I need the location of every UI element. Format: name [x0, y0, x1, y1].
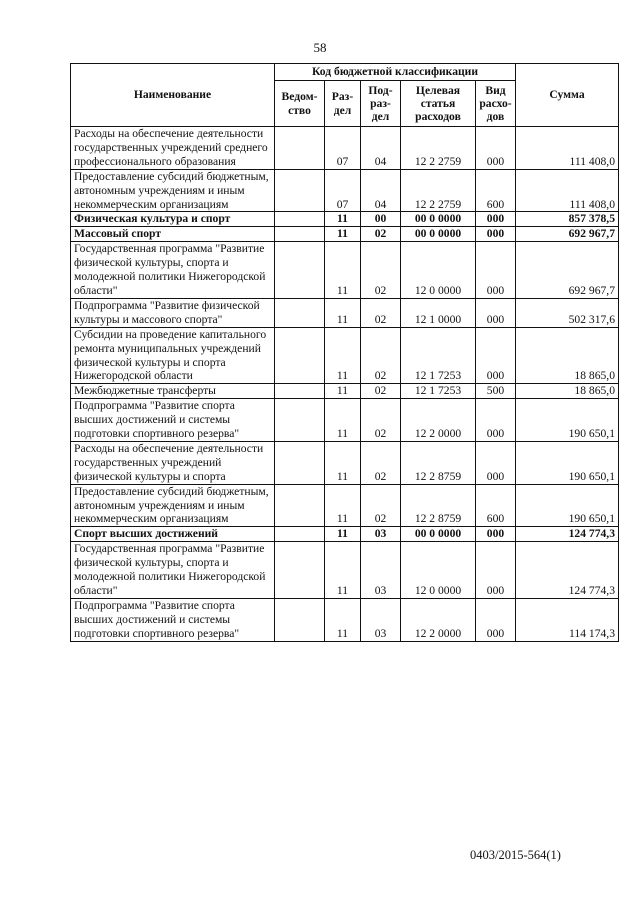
row-sum: 114 174,3	[516, 598, 619, 641]
row-podrazdel: 02	[361, 298, 401, 327]
row-razdel: 11	[325, 399, 361, 442]
table-row	[71, 441, 619, 484]
row-vid: 000	[476, 227, 516, 242]
row-razdel: 07	[325, 127, 361, 170]
table-row	[71, 399, 619, 442]
table-body	[71, 127, 619, 642]
row-celevaya: 12 2 8759	[401, 441, 476, 484]
row-sum: 502 317,6	[516, 298, 619, 327]
header-celevaya: Целевая статья расходов	[401, 81, 476, 127]
row-vid: 000	[476, 542, 516, 599]
row-celevaya: 12 2 0000	[401, 598, 476, 641]
row-name: Предоставление субсидий бюджетным, автономным учреждениям и иным некоммерческим организациям	[71, 484, 275, 527]
row-name: Межбюджетные трансферты	[71, 384, 275, 399]
row-name: Физическая культура и спорт	[71, 212, 275, 227]
row-podrazdel: 02	[361, 441, 401, 484]
header-name: Наименование	[71, 64, 275, 127]
row-vedomstvo	[275, 399, 325, 442]
row-sum: 190 650,1	[516, 484, 619, 527]
row-name: Расходы на обеспечение деятельности государственных учреждений физической культуры и спорта	[71, 441, 275, 484]
row-name: Расходы на обеспечение деятельности государственных учреждений среднего профессионального образования	[71, 127, 275, 170]
table-row	[71, 598, 619, 641]
row-podrazdel: 02	[361, 242, 401, 299]
row-razdel: 11	[325, 242, 361, 299]
row-vid: 000	[476, 298, 516, 327]
row-sum: 857 378,5	[516, 212, 619, 227]
row-vedomstvo	[275, 484, 325, 527]
row-celevaya: 12 1 0000	[401, 298, 476, 327]
row-sum: 124 774,3	[516, 542, 619, 599]
row-vedomstvo	[275, 527, 325, 542]
document-code: 0403/2015-564(1)	[470, 848, 561, 862]
row-podrazdel: 02	[361, 399, 401, 442]
row-razdel: 11	[325, 542, 361, 599]
table-row	[71, 227, 619, 242]
table-row	[71, 484, 619, 527]
header-code-group: Код бюджетной классификации	[275, 64, 516, 81]
row-name: Спорт высших достижений	[71, 527, 275, 542]
table-row	[71, 384, 619, 399]
row-vid: 000	[476, 527, 516, 542]
table-row	[71, 242, 619, 299]
table-row	[71, 527, 619, 542]
row-vid: 000	[476, 399, 516, 442]
row-razdel: 11	[325, 227, 361, 242]
page-number: 58	[313, 40, 327, 55]
header-razdel: Раз-дел	[325, 81, 361, 127]
row-razdel: 11	[325, 212, 361, 227]
row-celevaya: 12 2 2759	[401, 127, 476, 170]
table-row	[71, 169, 619, 212]
row-podrazdel: 03	[361, 598, 401, 641]
row-vid: 600	[476, 484, 516, 527]
header-podrazdel: Под-раз-дел	[361, 81, 401, 127]
row-name: Предоставление субсидий бюджетным, автономным учреждениям и иным некоммерческим организациям	[71, 169, 275, 212]
row-vid: 000	[476, 327, 516, 384]
row-podrazdel: 03	[361, 542, 401, 599]
row-vid: 000	[476, 127, 516, 170]
row-celevaya: 00 0 0000	[401, 212, 476, 227]
row-sum: 18 865,0	[516, 327, 619, 384]
table-row	[71, 542, 619, 599]
row-podrazdel: 02	[361, 384, 401, 399]
row-vid: 000	[476, 212, 516, 227]
row-vedomstvo	[275, 242, 325, 299]
row-name: Подпрограмма "Развитие спорта высших достижений и системы подготовки спортивного резерва"	[71, 598, 275, 641]
row-podrazdel: 04	[361, 169, 401, 212]
row-celevaya: 12 0 0000	[401, 242, 476, 299]
row-vedomstvo	[275, 327, 325, 384]
table-row	[71, 327, 619, 384]
row-vedomstvo	[275, 227, 325, 242]
row-name: Субсидии на проведение капитального ремонта муниципальных учреждений физической культуры и спорта Нижегородской области	[71, 327, 275, 384]
row-name: Подпрограмма "Развитие спорта высших достижений и системы подготовки спортивного резерва"	[71, 399, 275, 442]
row-sum: 190 650,1	[516, 399, 619, 442]
row-name: Государственная программа "Развитие физической культуры, спорта и молодежной политики Нижегородской области"	[71, 242, 275, 299]
row-sum: 124 774,3	[516, 527, 619, 542]
row-vedomstvo	[275, 441, 325, 484]
row-celevaya: 12 0 0000	[401, 542, 476, 599]
header-sum: Сумма	[516, 64, 619, 127]
row-razdel: 11	[325, 527, 361, 542]
row-podrazdel: 02	[361, 484, 401, 527]
row-razdel: 11	[325, 384, 361, 399]
table-row	[71, 298, 619, 327]
row-vid: 600	[476, 169, 516, 212]
row-sum: 18 865,0	[516, 384, 619, 399]
row-podrazdel: 00	[361, 212, 401, 227]
row-razdel: 07	[325, 169, 361, 212]
row-celevaya: 12 2 0000	[401, 399, 476, 442]
row-podrazdel: 02	[361, 227, 401, 242]
row-podrazdel: 03	[361, 527, 401, 542]
budget-table	[70, 63, 619, 642]
table-row	[71, 212, 619, 227]
row-name: Государственная программа "Развитие физической культуры, спорта и молодежной политики Нижегородской области"	[71, 542, 275, 599]
row-vedomstvo	[275, 212, 325, 227]
row-vedomstvo	[275, 298, 325, 327]
row-razdel: 11	[325, 484, 361, 527]
row-sum: 111 408,0	[516, 127, 619, 170]
header-vid: Вид расхо-дов	[476, 81, 516, 127]
row-podrazdel: 02	[361, 327, 401, 384]
row-vid: 500	[476, 384, 516, 399]
row-sum: 692 967,7	[516, 242, 619, 299]
row-vedomstvo	[275, 542, 325, 599]
row-celevaya: 00 0 0000	[401, 527, 476, 542]
row-sum: 111 408,0	[516, 169, 619, 212]
row-vedomstvo	[275, 127, 325, 170]
row-vid: 000	[476, 441, 516, 484]
row-razdel: 11	[325, 598, 361, 641]
row-name: Подпрограмма "Развитие физической культуры и массового спорта"	[71, 298, 275, 327]
row-sum: 692 967,7	[516, 227, 619, 242]
row-podrazdel: 04	[361, 127, 401, 170]
row-name: Массовый спорт	[71, 227, 275, 242]
row-razdel: 11	[325, 327, 361, 384]
row-vedomstvo	[275, 169, 325, 212]
row-sum: 190 650,1	[516, 441, 619, 484]
table-row	[71, 127, 619, 170]
row-razdel: 11	[325, 441, 361, 484]
row-celevaya: 12 2 2759	[401, 169, 476, 212]
row-celevaya: 12 2 8759	[401, 484, 476, 527]
row-vedomstvo	[275, 598, 325, 641]
row-vid: 000	[476, 242, 516, 299]
row-vid: 000	[476, 598, 516, 641]
row-celevaya: 12 1 7253	[401, 327, 476, 384]
header-vedomstvo: Ведом-ство	[275, 81, 325, 127]
row-vedomstvo	[275, 384, 325, 399]
row-celevaya: 12 1 7253	[401, 384, 476, 399]
row-razdel: 11	[325, 298, 361, 327]
row-celevaya: 00 0 0000	[401, 227, 476, 242]
